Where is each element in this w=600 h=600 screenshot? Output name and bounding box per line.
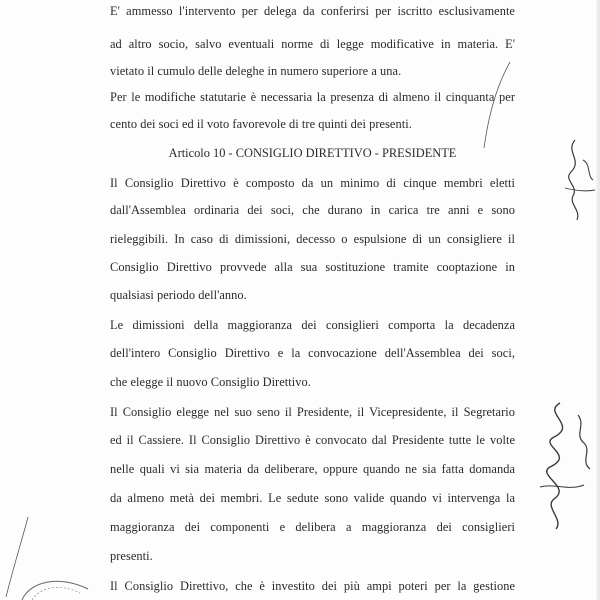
article-heading: Articolo 10 - CONSIGLIO DIRETTIVO - PRESIDENTE [168,146,457,160]
text-line: Il Consiglio Direttivo è composto da un minimo di cinque membri eletti [110,176,515,190]
text-line: Consiglio Direttivo provvede alla sua sostituzione tramite cooptazione in [110,260,515,274]
text-line: presenti. [110,549,153,563]
text-line: che elegge il nuovo Consiglio Direttivo. [110,375,311,389]
text-line: rieleggibili. In caso di dimissioni, decesso o espulsione di un consigliere il [110,232,515,246]
scan-edge [596,0,600,600]
text-line: ad altro socio, salvo eventuali norme di legge modificative in materia. E' [110,37,515,51]
text-line: dall'Assemblea ordinaria dei soci, che durano in carica tre anni e sono [110,203,515,217]
text-line: Le dimissioni della maggioranza dei consiglieri comporta la decadenza [110,318,515,332]
pen-stroke [480,60,520,150]
text-line: Per le modifiche statutarie è necessaria la presenza di almeno il cinquanta per [110,90,515,104]
text-line: Il Consiglio Direttivo, che è investito dei più ampi poteri per la gestione [110,579,515,593]
text-line: ed il Cassiere. Il Consiglio Direttivo è convocato dal Presidente tutte le volte [110,433,515,447]
text-line: da almeno metà dei membri. Le sedute sono valide quando vi intervenga la [110,491,515,505]
text-line: nelle quali vi sia materia da deliberare, oppure quando ne sia fatta domanda [110,462,515,476]
text-line: maggioranza dei componenti e delibera a maggioranza dei consiglieri [110,520,515,534]
text-line: dell'intero Consiglio Direttivo e la convocazione dell'Assemblea dei soci, [110,346,515,360]
stamp-partial [20,575,90,600]
signature-middle-right [520,395,600,535]
text-line: Il Consiglio elegge nel suo seno il Presidente, il Vicepresidente, il Segretario [110,405,515,419]
text-line: vietato il cumulo delle deleghe in numero superiore a una. [110,64,402,78]
text-line: cento dei soci ed il voto favorevole di tre quinti dei presenti. [110,117,412,131]
signature-top-right [535,130,600,225]
text-line: E' ammesso l'intervento per delega da conferirsi per iscritto esclusivamente [110,4,515,18]
text-line: qualsiasi periodo dell'anno. [110,288,247,302]
